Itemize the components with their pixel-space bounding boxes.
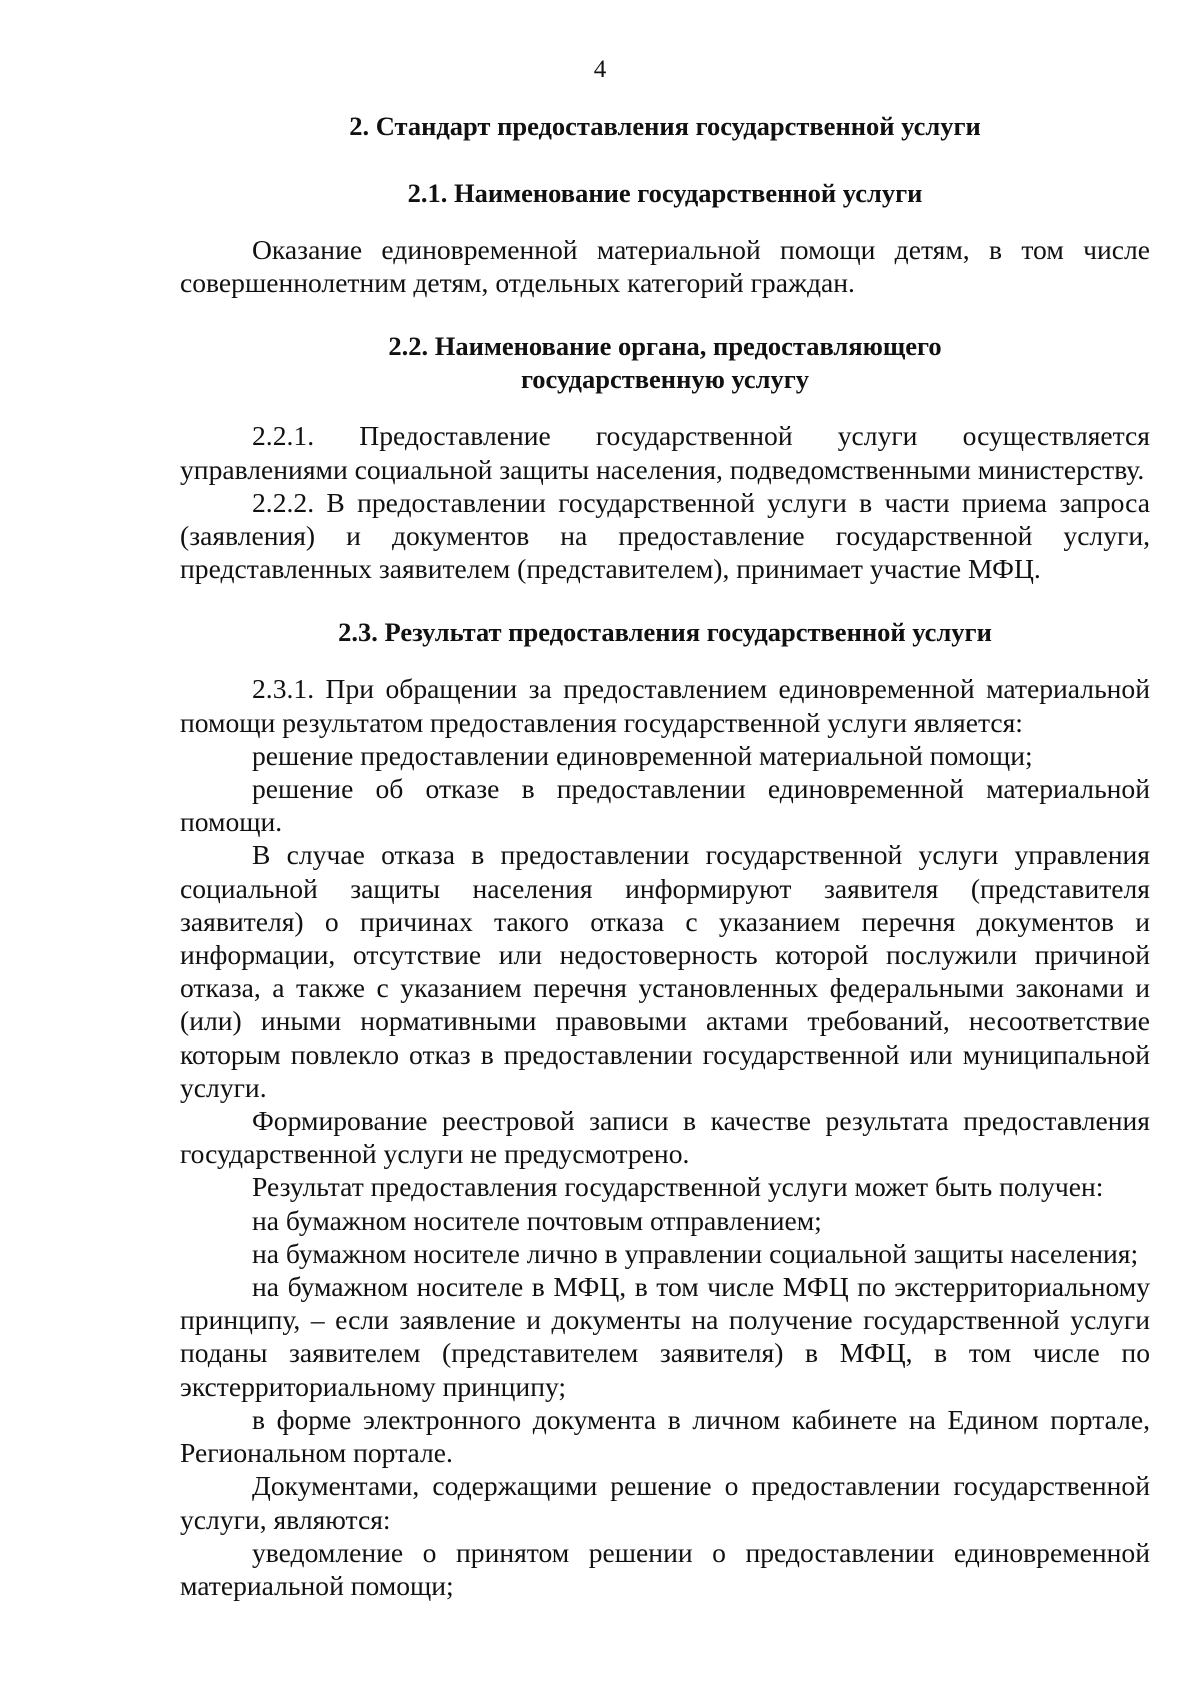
document-body xyxy=(180,110,1150,1602)
paragraph: В случае отказа в предоставлении государственной услуги управления социальной защиты населения информируют заявителя (представителя заявителя) о причинах такого отказа с указанием перечня документов и информации, отсутствие или недостоверность которой послужили причиной отказа, а также с указанием перечня установленных федеральными законами и (или) иными нормативными правовыми актами требований, несоответствие которым повлекло отказ в предоставлении государственной или муниципальной услуги. xyxy=(180,839,1150,1103)
list-item: в форме электронного документа в личном кабинете на Едином портале, Региональном портале. xyxy=(180,1403,1150,1469)
paragraph: Документами, содержащими решение о предоставлении государственной услуги, являются: xyxy=(180,1470,1150,1535)
subsection-2-2-heading xyxy=(180,330,1150,396)
paragraph: 2.3.1. При обращении за предоставлением единовременной материальной помощи результатом предоставления государственной услуги является: xyxy=(180,673,1150,738)
paragraph: Результат предоставления государственной услуги может быть получен: xyxy=(252,1171,1104,1203)
list-item: на бумажном носителе лично в управлении социальной защиты населения; xyxy=(252,1237,1139,1269)
subsection-2-3-heading: 2.3. Результат предоставления государственной услуги xyxy=(338,617,992,648)
list-item: решение предоставлении единовременной материальной помощи; xyxy=(252,739,1033,771)
paragraph: 2.2.1. Предоставление государственной услуги осуществляется управлениями социальной защиты населения, подведомственными министерству. xyxy=(180,420,1150,485)
subsection-2-1-heading: 2.1. Наименование государственной услуги xyxy=(407,178,923,208)
list-item: на бумажном носителе почтовым отправлением; xyxy=(252,1204,822,1236)
paragraph: Оказание единовременной материальной помощи детям, в том числе совершеннолетним детям, отдельных категорий граждан. xyxy=(180,234,1150,299)
list-item: решение об отказе в предоставлении единовременной материальной помощи. xyxy=(180,773,1150,838)
page-number: 4 xyxy=(593,56,607,83)
paragraph: Формирование реестровой записи в качестве результата предоставления государственной услуги не предусмотрено. xyxy=(180,1105,1150,1170)
subsection-2-2-heading-line2: государственную услугу xyxy=(520,364,810,395)
subsection-2-2-heading-line1: 2.2. Наименование органа, предоставляющего xyxy=(388,331,942,362)
list-item: уведомление о принятом решении о предоставлении единовременной материальной помощи; xyxy=(180,1536,1150,1601)
paragraph: 2.2.2. В предоставлении государственной услуги в части приема запроса (заявления) и документов на предоставление государственной услуги, представленных заявителем (представителем), принимает участие МФЦ. xyxy=(180,486,1150,585)
list-item: на бумажном носителе в МФЦ, в том числе МФЦ по экстерриториальному принципу, – если заявление и документы на получение государственной услуги поданы заявителем (представителем заявителя) в МФЦ, в том числе по экстерриториальному принципу; xyxy=(180,1271,1150,1402)
section-title: 2. Стандарт предоставления государственной услуги xyxy=(349,111,981,141)
